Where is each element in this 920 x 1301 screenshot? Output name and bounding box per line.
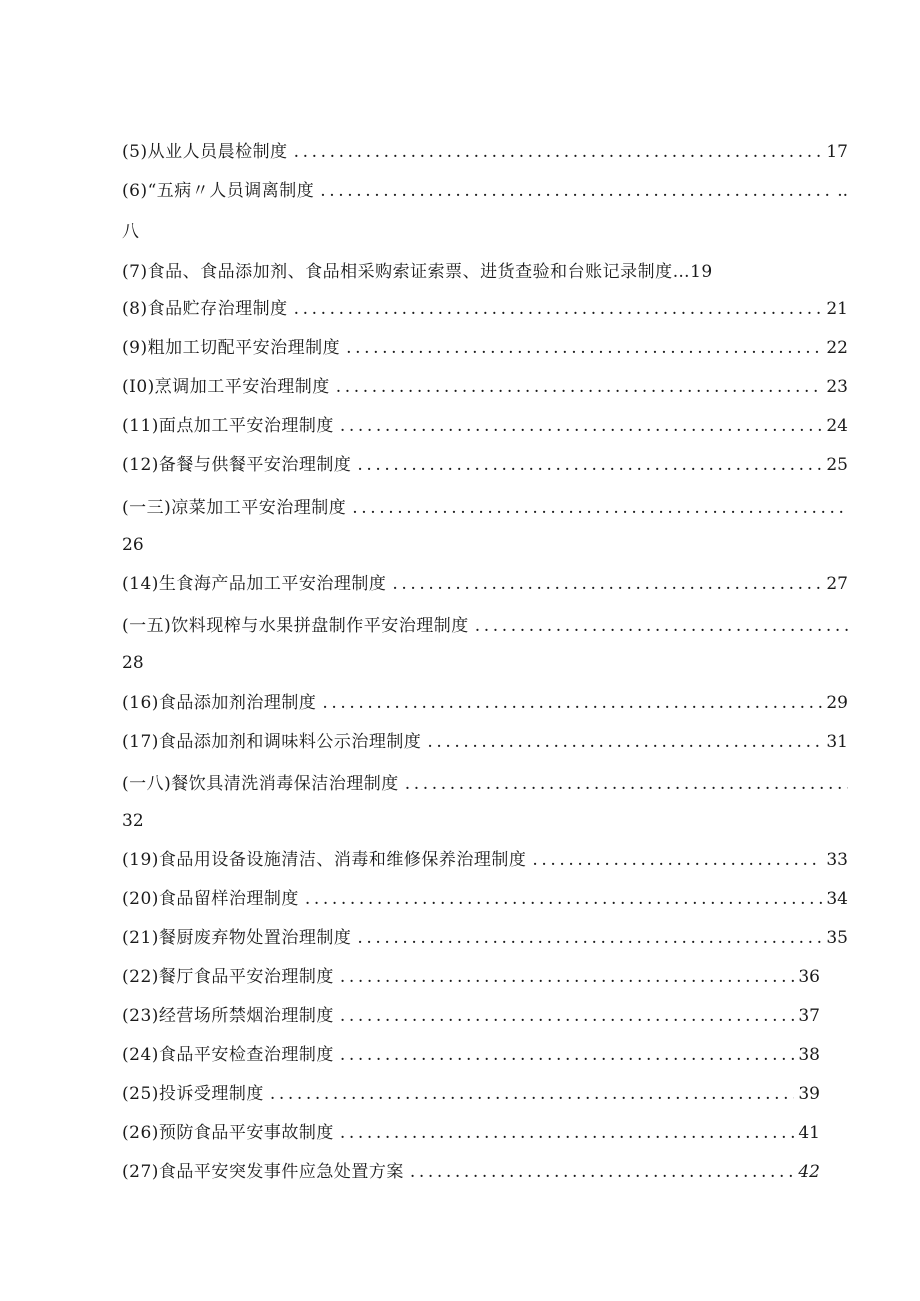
toc-entry-label: (21)餐厨废弃物处置治理制度 [122, 928, 352, 948]
toc-entry-label: (16)食品添加剂治理制度 [122, 693, 317, 713]
toc-entry[interactable] [122, 845, 848, 875]
toc-entry[interactable] [122, 450, 848, 480]
leader-dots [352, 493, 848, 523]
toc-entry-continuation: 八 [122, 222, 139, 242]
toc-entry[interactable] [122, 962, 820, 992]
toc-entry[interactable] [122, 923, 848, 953]
toc-entry-continuation: 32 [122, 811, 144, 831]
toc-entry-page: 21 [826, 299, 848, 319]
toc-entry[interactable] [122, 569, 848, 599]
toc-entry-page: 35 [826, 928, 848, 948]
toc-entry-label: (25)投诉受理制度 [122, 1084, 264, 1104]
toc-entry-label: (12)备餐与供餐平安治理制度 [122, 455, 352, 475]
toc-entry[interactable] [122, 611, 848, 641]
toc-entry-label: (7)食品、食品添加剂、食品相采购索证索票、进货查验和台账记录制度…19 [122, 262, 713, 282]
toc-entry[interactable] [122, 727, 848, 757]
toc-entry[interactable] [122, 1157, 820, 1187]
toc-entry-page: 41 [798, 1123, 820, 1143]
leader-dots [270, 1079, 794, 1109]
toc-entry[interactable] [122, 1079, 820, 1109]
toc-entry-page: 24 [826, 416, 848, 436]
toc-entry[interactable] [122, 411, 848, 441]
toc-entry-page: 36 [798, 967, 820, 987]
toc-entry-page: 29 [826, 693, 848, 713]
toc-entry-page: 23 [826, 377, 848, 397]
toc-entry[interactable] [122, 257, 848, 287]
leader-dots [294, 137, 823, 167]
toc-entry-page: 33 [826, 850, 848, 870]
toc-entry-page: 39 [798, 1084, 820, 1104]
leader-dots [305, 884, 822, 914]
toc-entry-label: (11)面点加工平安治理制度 [122, 416, 334, 436]
toc-entry-page: 34 [826, 889, 848, 909]
toc-entry[interactable] [122, 493, 848, 523]
toc-entry-page: 25 [826, 455, 848, 475]
toc-entry-page: 27 [826, 574, 848, 594]
leader-dots [392, 569, 822, 599]
leader-dots [475, 611, 848, 641]
leader-dots [340, 1040, 794, 1070]
toc-entry-page: 17 [826, 142, 848, 162]
toc-entry-page: 37 [798, 1006, 820, 1026]
toc-entry-label: (22)餐厅食品平安治理制度 [122, 967, 334, 987]
toc-entry[interactable] [122, 137, 848, 167]
toc-entry-label: (26)预防食品平安事故制度 [122, 1123, 334, 1143]
toc-entry-page: 42 [798, 1162, 820, 1182]
toc-entry-page: 31 [826, 732, 848, 752]
toc-entry-label: (5)从业人员晨检制度 [122, 142, 288, 162]
leader-dots [405, 769, 848, 799]
toc-entry[interactable] [122, 769, 848, 799]
toc-entry-page: 22 [826, 338, 848, 358]
toc-entry-label: (一三)凉菜加工平安治理制度 [122, 498, 347, 518]
toc-entry-label: (17)食品添加剂和调味料公示治理制度 [122, 732, 422, 752]
leader-dots [322, 688, 822, 718]
toc-entry-label: (一八)餐饮具清洗消毒保洁治理制度 [122, 774, 399, 794]
toc-entry-label: (24)食品平安检查治理制度 [122, 1045, 334, 1065]
toc-entry-label: (9)粗加工切配平安治理制度 [122, 338, 341, 358]
leader-dots [340, 1118, 794, 1148]
toc-entry[interactable] [122, 884, 848, 914]
toc-entry[interactable] [122, 176, 848, 206]
leader-dots [346, 333, 822, 363]
toc-entry[interactable] [122, 1118, 820, 1148]
toc-entry-label: (8)食品贮存治理制度 [122, 299, 288, 319]
toc-entry-label: (一五)饮料现榨与水果拼盘制作平安治理制度 [122, 616, 469, 636]
leader-dots [410, 1157, 794, 1187]
toc-entry-label: (27)食品平安突发事件应急处置方案 [122, 1162, 404, 1182]
leader-dots [336, 372, 823, 402]
leader-dots [340, 1001, 794, 1031]
leader-dots [340, 411, 822, 441]
toc-entry-page: 38 [798, 1045, 820, 1065]
toc-entry[interactable] [122, 688, 848, 718]
leader-dots [532, 845, 822, 875]
toc-entry-label: (6)“五病〃人员调离制度 [122, 181, 315, 201]
toc-entry-page: .. [837, 181, 848, 201]
leader-dots [294, 294, 823, 324]
leader-dots [320, 176, 833, 206]
toc-entry[interactable] [122, 333, 848, 363]
toc-entry-continuation: 26 [122, 535, 144, 555]
toc-entry-label: (20)食品留样治理制度 [122, 889, 299, 909]
toc-entry-label: (14)生食海产品加工平安治理制度 [122, 574, 387, 594]
toc-entry[interactable] [122, 1001, 820, 1031]
leader-dots [357, 923, 822, 953]
toc-entry-label: (23)经营场所禁烟治理制度 [122, 1006, 334, 1026]
leader-dots [427, 727, 822, 757]
leader-dots [357, 450, 822, 480]
toc-entry[interactable] [122, 372, 848, 402]
toc-entry-label: (I0)烹调加工平安治理制度 [122, 377, 330, 397]
toc-entry[interactable] [122, 1040, 820, 1070]
toc-entry[interactable] [122, 294, 848, 324]
toc-entry-label: (19)食品用设备设施清洁、消毒和维修保养治理制度 [122, 850, 527, 870]
leader-dots [340, 962, 794, 992]
toc-entry-continuation: 28 [122, 653, 144, 673]
